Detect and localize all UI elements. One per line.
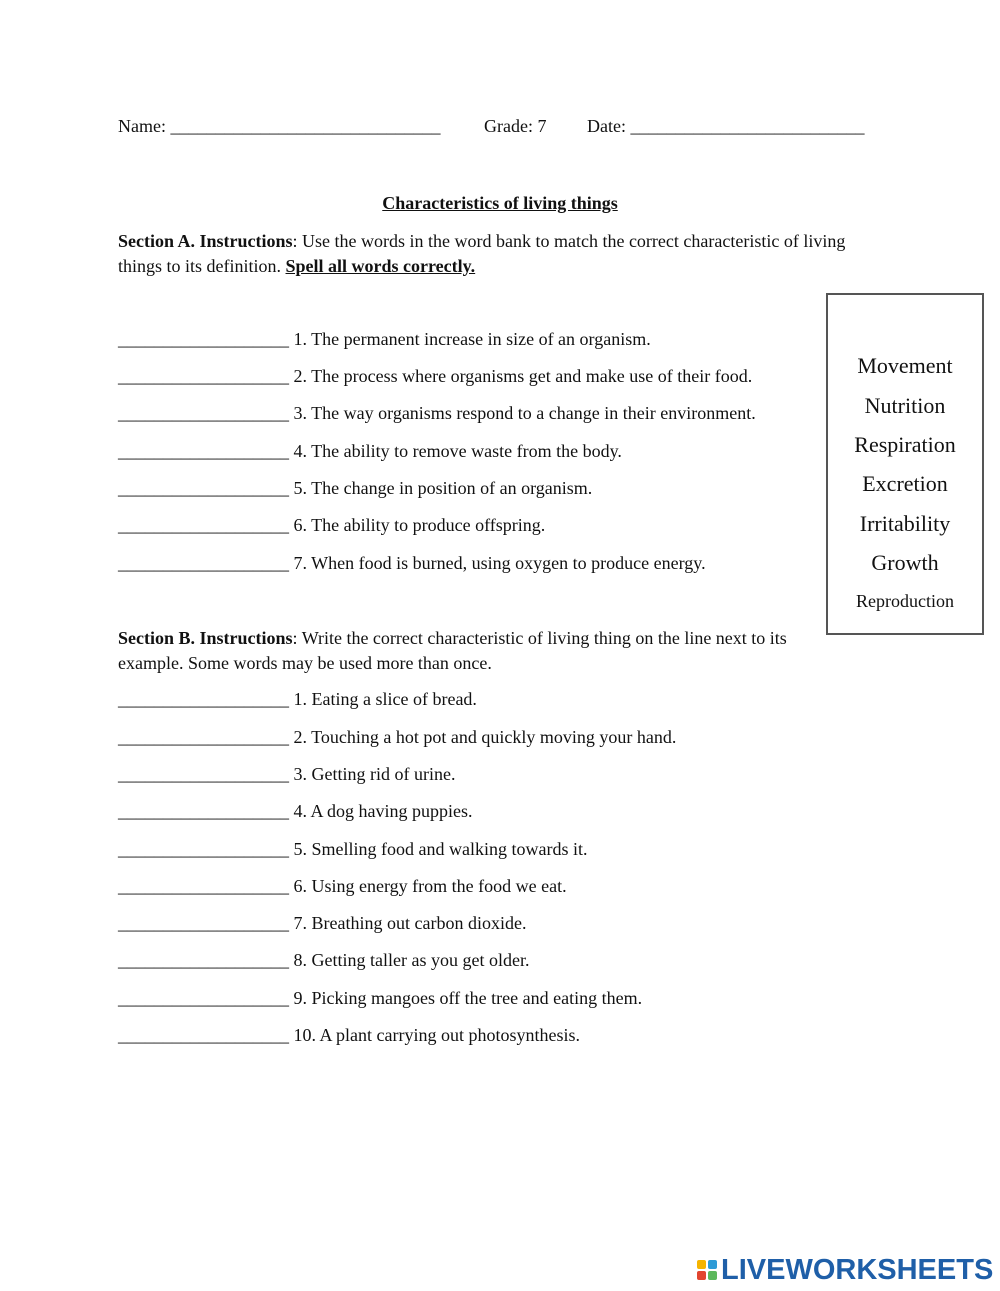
logo-block	[697, 1271, 706, 1280]
section-a-instructions	[118, 229, 878, 279]
word-bank-item: Reproduction	[856, 591, 954, 611]
section-a-label: Section A. Instructions	[118, 231, 293, 251]
section-b-question-6[interactable]: ___________________ 6. Using energy from the food we eat.	[118, 876, 567, 896]
section-a-emphasis: Spell all words correctly.	[285, 256, 476, 276]
section-a-question-2[interactable]: ___________________ 2. The process where organisms get and make use of their food.	[118, 366, 753, 386]
section-b-question-1[interactable]: ___________________ 1. Eating a slice of bread.	[118, 689, 477, 709]
section-a-question-6[interactable]: ___________________ 6. The ability to produce offspring.	[118, 515, 546, 535]
section-b-question-4[interactable]: ___________________ 4. A dog having puppies.	[118, 801, 473, 821]
section-b-question-7[interactable]: ___________________ 7. Breathing out carbon dioxide.	[118, 913, 527, 933]
date-field[interactable]: Date: __________________________	[587, 116, 865, 136]
section-b-question-9[interactable]: ___________________ 9. Picking mangoes off the tree and eating them.	[118, 988, 643, 1008]
section-b-label: Section B. Instructions	[118, 628, 293, 648]
liveworksheets-logo	[697, 1254, 993, 1286]
word-bank-item: Movement	[857, 353, 953, 378]
page-title: Characteristics of living things	[382, 193, 618, 213]
logo-block	[708, 1260, 717, 1269]
word-bank-item: Growth	[871, 550, 939, 575]
name-field[interactable]: Name: ______________________________	[118, 116, 441, 136]
logo-blocks-icon	[697, 1260, 717, 1280]
grade-label: Grade: 7	[484, 116, 547, 136]
section-a-question-3[interactable]: ___________________ 3. The way organisms respond to a change in their environment.	[118, 403, 756, 423]
word-bank-item: Irritability	[859, 511, 951, 536]
section-a-question-4[interactable]: ___________________ 4. The ability to remove waste from the body.	[118, 441, 622, 461]
logo-block	[708, 1271, 717, 1280]
section-b-question-3[interactable]: ___________________ 3. Getting rid of urine.	[118, 764, 456, 784]
section-b-question-2[interactable]: ___________________ 2. Touching a hot pot and quickly moving your hand.	[118, 727, 677, 747]
section-b-text: : Write the correct characteristic of living thing on the line next to its example. Some words may be used more than once.	[118, 628, 787, 673]
logo-text: LIVEWORKSHEETS	[721, 1253, 994, 1286]
section-b-question-8[interactable]: ___________________ 8. Getting taller as you get older.	[118, 950, 530, 970]
section-a-question-7[interactable]: ___________________ 7. When food is burned, using oxygen to produce energy.	[118, 553, 706, 573]
section-a-question-5[interactable]: ___________________ 5. The change in position of an organism.	[118, 478, 593, 498]
logo-block	[697, 1260, 706, 1269]
section-a-text: : Use the words in the word bank to match the correct characteristic of living things to its definition.	[118, 231, 846, 276]
section-a-question-1[interactable]: ___________________ 1. The permanent increase in size of an organism.	[118, 329, 651, 349]
word-bank-item: Respiration	[854, 432, 956, 457]
word-bank-item: Nutrition	[864, 393, 946, 418]
word-bank	[826, 293, 984, 635]
section-b-question-5[interactable]: ___________________ 5. Smelling food and walking towards it.	[118, 839, 588, 859]
word-bank-item: Excretion	[862, 471, 948, 496]
section-b-instructions	[118, 626, 818, 676]
section-b-question-10[interactable]: ___________________ 10. A plant carrying out photosynthesis.	[118, 1025, 580, 1045]
